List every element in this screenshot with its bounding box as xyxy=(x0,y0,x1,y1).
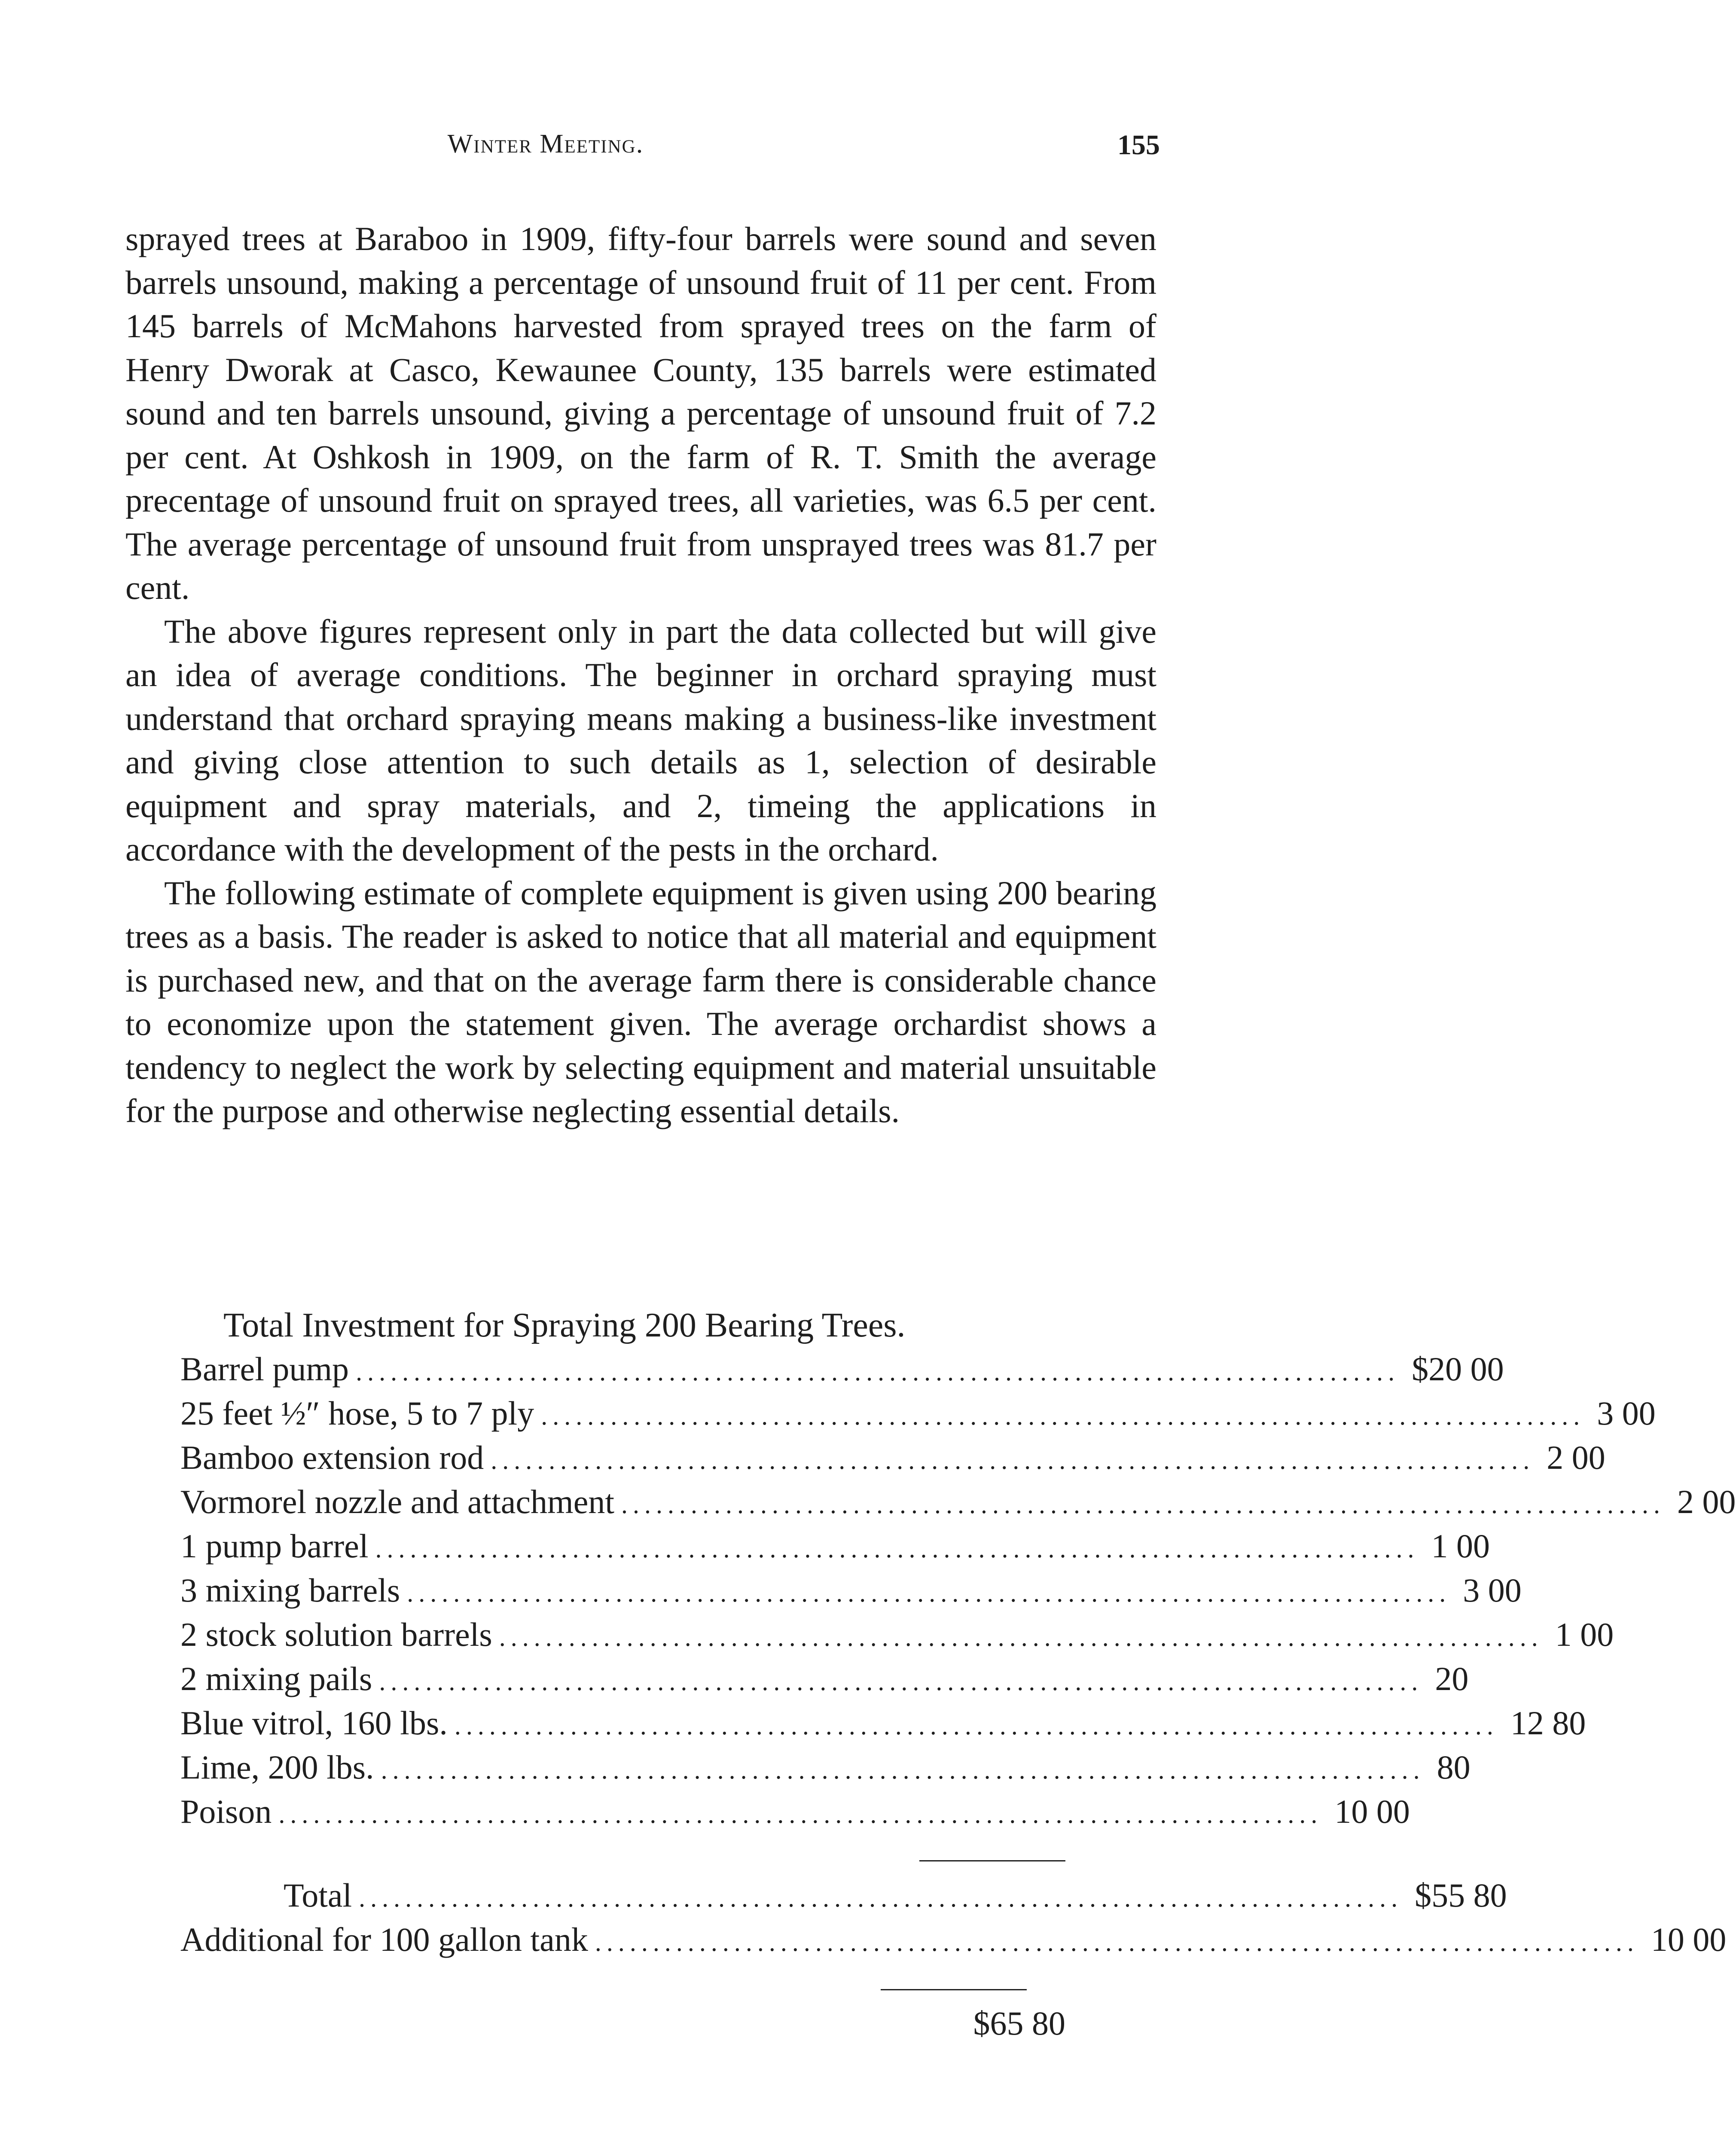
item-amount: 2 00 xyxy=(1677,1483,1736,1520)
item-amount: 80 xyxy=(1437,1748,1471,1786)
item-label: Bamboo extension rod xyxy=(180,1439,484,1476)
leader-dots: .......................................................................................... xyxy=(381,1756,1425,1784)
grand-total-amount: $65 80 xyxy=(973,2005,1065,2042)
subtotal-rule xyxy=(919,1860,1065,1861)
grand-total-rule xyxy=(881,1989,1027,1990)
leader-dots: .......................................................................................... xyxy=(595,1928,1639,1956)
paragraph: sprayed trees at Baraboo in 1909, fifty-four barrels were sound and seven barrels unsound, making a percentage of unsound fruit of 11 per cent. From 145 barrels of McMahons harvested from sprayed trees on the farm of Henry Dworak at Casco, Kewaunee County, 135 barrels were estimated sound and ten barrels unsound, giving a percentage of unsound fruit of 7.2 per cent. At Oshkosh in 1909, on the farm of R. T. Smith the average precentage of unsound fruit on sprayed trees, all varieties, was 6.5 per cent. The average percentage of unsound fruit from unsprayed trees was 81.7 per cent. xyxy=(125,220,1156,606)
table-title: Total Investment for Spraying 200 Bearing Trees. xyxy=(223,1306,906,1344)
item-label: Poison xyxy=(180,1793,272,1830)
leader-dots: .......................................................................................... xyxy=(541,1402,1585,1430)
item-label: 2 stock solution barrels xyxy=(180,1616,492,1653)
item-amount: 20 xyxy=(1435,1660,1469,1697)
body-text xyxy=(125,217,1156,1133)
item-amount: $20 00 xyxy=(1412,1350,1504,1388)
leader-dots: .......................................................................................... xyxy=(491,1446,1535,1474)
item-label: Barrel pump xyxy=(180,1350,349,1388)
leader-dots: .......................................................................................... xyxy=(499,1623,1543,1651)
item-label: Vormorel nozzle and attachment xyxy=(180,1483,615,1520)
total-amount: $55 80 xyxy=(1415,1876,1507,1914)
paragraph: The following estimate of complete equipment is given using 200 bearing trees as a basis. The reader is asked to notice that all material and equipment is purchased new, and that on the average farm there is considerable chance to economize upon the statement given. The average orchardist shows a tendency to neglect the work by selecting equipment and material unsuitable for the purpose and otherwise neglecting essential details. xyxy=(125,874,1156,1129)
leader-dots: .......................................................................................... xyxy=(454,1712,1498,1740)
table-row xyxy=(180,1612,1614,1657)
item-label: 3 mixing barrels xyxy=(180,1571,400,1609)
item-amount: 1 00 xyxy=(1555,1616,1614,1653)
item-amount: 2 00 xyxy=(1547,1439,1605,1476)
additional-row xyxy=(180,1917,1727,1962)
page-number: 155 xyxy=(1117,129,1160,161)
item-amount: 3 00 xyxy=(1463,1571,1522,1609)
total-row xyxy=(180,1873,1507,1917)
leader-dots: .......................................................................................... xyxy=(407,1579,1451,1607)
item-amount: 10 00 xyxy=(1334,1793,1410,1830)
item-amount: 3 00 xyxy=(1597,1394,1656,1432)
leader-dots: .......................................................................................... xyxy=(621,1490,1666,1519)
table-row xyxy=(180,1745,1471,1789)
table-row xyxy=(180,1524,1490,1568)
table-row xyxy=(180,1657,1469,1701)
investment-items xyxy=(180,1347,1736,1834)
table-row xyxy=(180,1789,1410,1834)
item-amount: 12 80 xyxy=(1510,1704,1586,1742)
leader-dots: .......................................................................................... xyxy=(278,1800,1323,1828)
table-row xyxy=(180,1701,1586,1745)
table-row xyxy=(180,1391,1656,1435)
additional-amount: 10 00 xyxy=(1651,1921,1727,1958)
leader-dots: .......................................................................................... xyxy=(375,1535,1419,1563)
item-amount: 1 00 xyxy=(1431,1527,1490,1565)
item-label: Blue vitrol, 160 lbs. xyxy=(180,1704,448,1742)
leader-dots: .......................................................................................... xyxy=(379,1667,1423,1696)
item-label: Lime, 200 lbs. xyxy=(180,1748,374,1786)
table-row xyxy=(180,1480,1736,1524)
table-row xyxy=(180,1347,1504,1391)
table-row xyxy=(180,1568,1522,1612)
paragraph: The above figures represent only in part the data collected but will give an idea of average conditions. The beginner in orchard spraying must understand that orchard spraying means making a business-like investment and giving close attention to such details as 1, selection of desirable equipment and spray materials, and 2, timeing the applications in accordance with the development of the pests in the orchard. xyxy=(125,612,1156,868)
item-label: 25 feet ½″ hose, 5 to 7 ply xyxy=(180,1394,534,1432)
item-label: 1 pump barrel xyxy=(180,1527,369,1565)
item-label: 2 mixing pails xyxy=(180,1660,372,1697)
additional-label: Additional for 100 gallon tank xyxy=(180,1921,588,1958)
running-title: Winter Meeting. xyxy=(447,129,644,159)
total-label: Total xyxy=(284,1876,352,1914)
leader-dots: .......................................................................................... xyxy=(356,1358,1400,1386)
leader-dots: .......................................................................................... xyxy=(359,1884,1403,1912)
table-row xyxy=(180,1435,1605,1480)
